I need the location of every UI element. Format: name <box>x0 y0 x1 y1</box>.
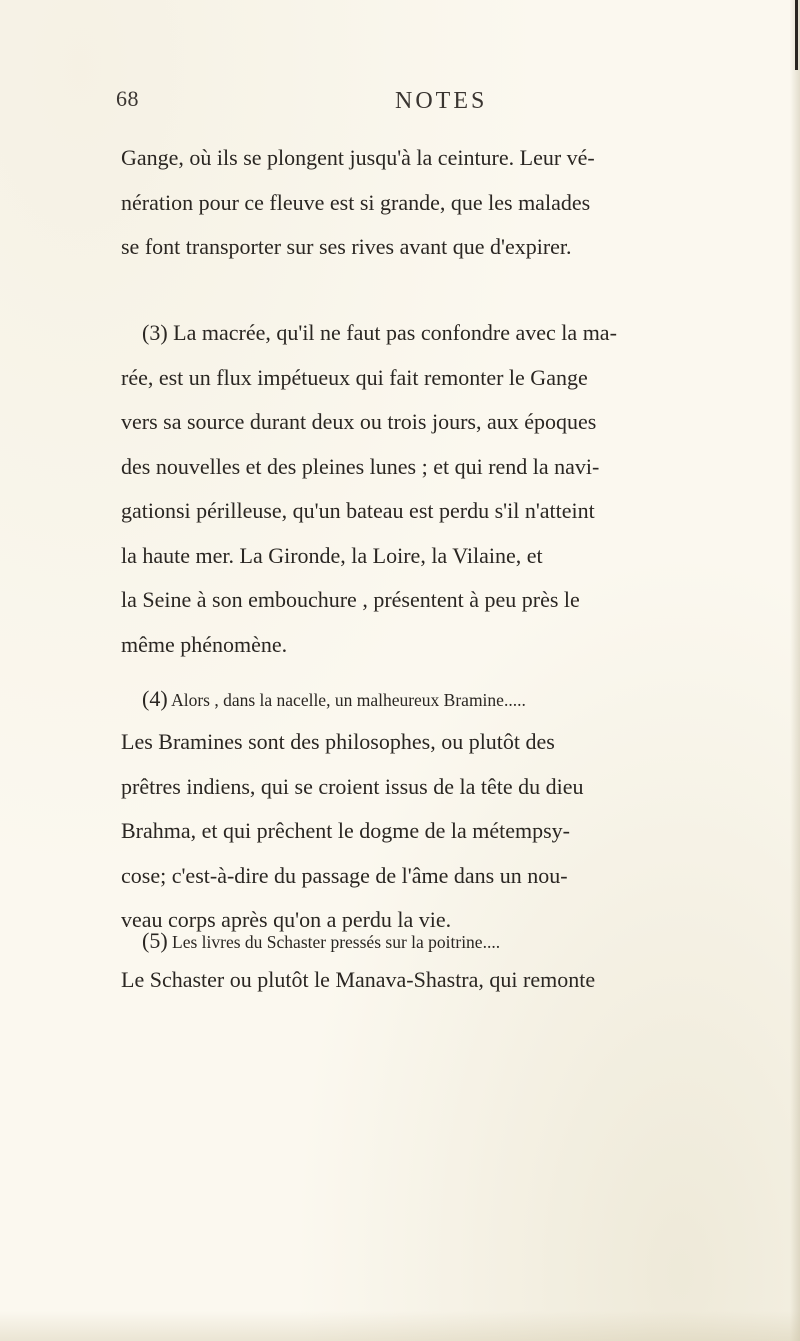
text-line: Brahma, et qui prêchent le dogme de la métempsy- <box>121 818 571 843</box>
text-line: veau corps après qu'on a perdu la vie. <box>121 907 452 932</box>
text-line: Le Schaster ou plutôt le Manava-Shastra, qui remonte <box>121 967 596 992</box>
text-line: gationsi périlleuse, qu'un bateau est perdu s'il n'atteint <box>121 498 595 523</box>
text-line: cose; c'est-à-dire du passage de l'âme dans un nou- <box>121 862 568 888</box>
citation-note-5 <box>142 926 782 957</box>
text-line: même phénomène. <box>121 631 288 657</box>
text-line: la Seine à son embouchure , présentent à peu près le <box>121 587 580 612</box>
citation-note-4 <box>142 684 782 715</box>
text-line: (3) La macrée, qu'il ne faut pas confondre avec la ma- <box>142 320 617 345</box>
text-line: des nouvelles et des pleines lunes ; et qui rend la navi- <box>121 453 600 479</box>
paragraph-bramines <box>121 720 761 943</box>
text-line: Gange, où ils se plongent jusqu'à la ceinture. Leur vé- <box>121 145 595 170</box>
page-edge-shadow <box>790 0 800 1341</box>
running-head: NOTES <box>395 88 488 114</box>
page-header <box>0 86 800 120</box>
binding-rule <box>795 0 798 70</box>
citation-text: Les livres du Schaster pressés sur la poitrine.... <box>167 932 501 952</box>
text-line: nération pour ce fleuve est si grande, que les malades <box>121 189 591 215</box>
text-line: la haute mer. La Gironde, la Loire, la Vilaine, et <box>121 542 543 568</box>
text-line: se font transporter sur ses rives avant que d'expirer. <box>121 234 572 259</box>
text-line: vers sa source durant deux ou trois jours, aux époques <box>121 409 597 434</box>
citation-number: (4) <box>142 686 168 711</box>
text-line: rée, est un flux impétueux qui fait remonter le Gange <box>121 364 588 390</box>
bottom-smudge <box>0 1311 800 1341</box>
text-line: Les Bramines sont des philosophes, ou plutôt des <box>121 729 555 754</box>
text-line: prêtres indiens, qui se croient issus de la tête du dieu <box>121 773 584 799</box>
citation-number: (5) <box>142 928 168 953</box>
page-number: 68 <box>116 86 139 111</box>
citation-text: Alors , dans la nacelle, un malheureux Bramine..... <box>167 690 526 710</box>
paragraph-note-3 <box>121 311 761 667</box>
paragraph-schaster <box>121 958 761 1003</box>
paragraph-ganges <box>121 136 761 270</box>
